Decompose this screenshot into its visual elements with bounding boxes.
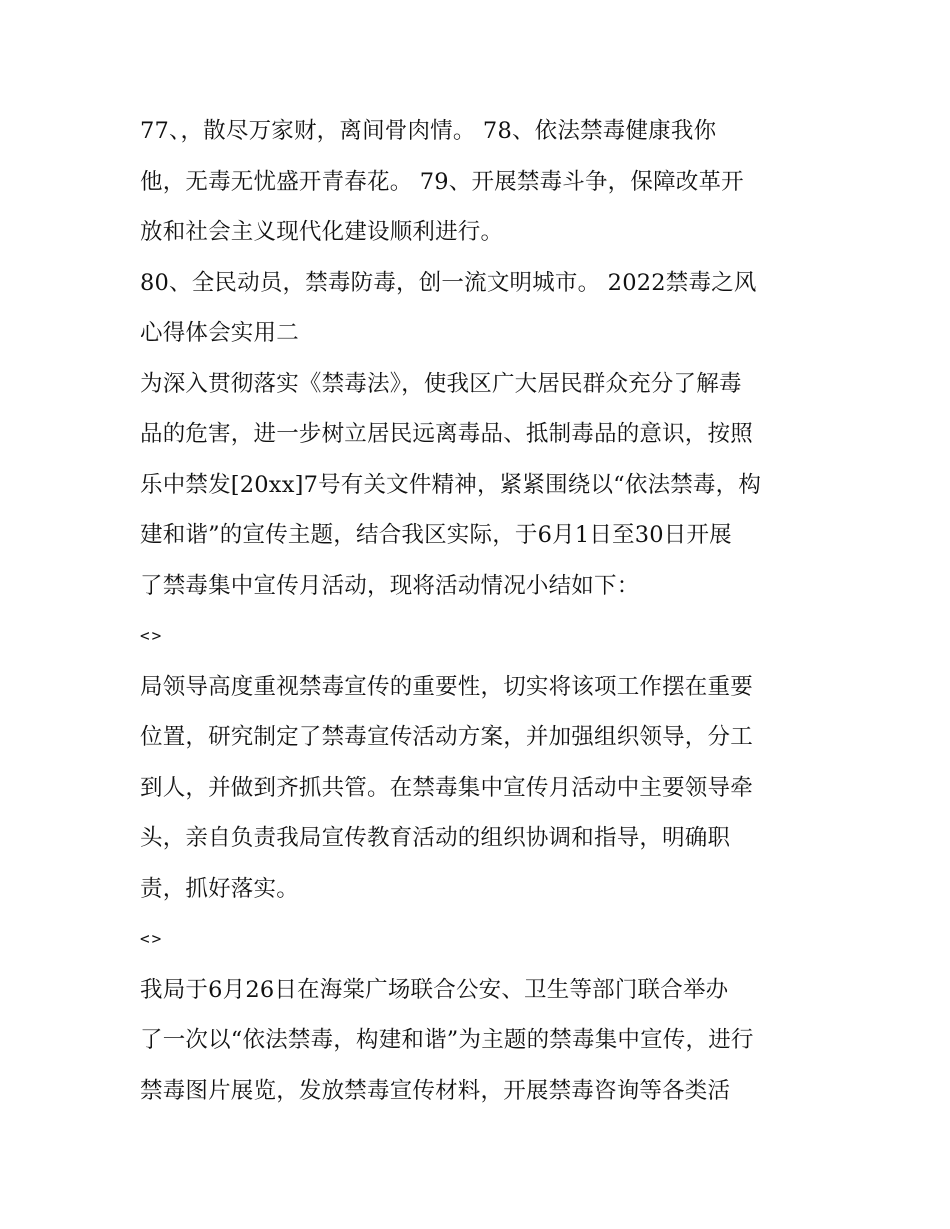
text-line: 80、全民动员，禁毒防毒，创一流文明城市。 2022禁毒之风 [140,269,757,296]
text-line: 了禁毒集中宣传月活动，现将活动情况小结如下： [140,572,640,599]
text-line: 头，亲自负责我局宣传教育活动的组织协调和指导，明确职 [140,825,731,851]
text-line: 放和社会主义现代化建设顺利进行。 [140,219,504,245]
document-body [140,106,820,1116]
section-marker: <> [140,626,164,645]
text-line: 建和谐”的宣传主题，结合我区实际，于6月1日至30日开展 [140,522,732,548]
text-line: 他，无毒无忧盛开青春花。 79、开展禁毒斗争，保障改革开 [140,168,744,195]
text-line: 禁毒图片展览，发放禁毒宣传材料，开展禁毒咨询等各类活 [140,1077,731,1104]
text-line: 责，抓好落实。 [140,875,299,902]
text-line: 为深入贯彻落实《禁毒法》，使我区广大居民群众充分了解毒 [140,370,742,397]
text-line: 品的危害，进一步树立居民远离毒品、抵制毒品的意识，按照 [140,421,753,447]
text-line: 我局于6月26日在海棠广场联合公安、卫生等部门联合举办 [140,976,729,1003]
text-line: 局领导高度重视禁毒宣传的重要性，切实将该项工作摆在重要 [140,673,753,700]
text-line: 了一次以“依法禁毒，构建和谐”为主题的禁毒集中宣传，进行 [140,1027,754,1053]
text-line: 到人，并做到齐抓共管。在禁毒集中宣传月活动中主要领导牵 [140,774,753,801]
text-line: 77、，散尽万家财，离间骨肉情。 78、依法禁毒健康我你 [140,118,717,144]
text-line: 心得体会实用二 [140,320,299,346]
text-line: 乐中禁发[20xx]7号有关文件精神，紧紧围绕以“依法禁毒，构 [140,471,762,498]
section-marker: <> [140,929,164,948]
text-line: 位置，研究制定了禁毒宣传活动方案，并加强组织领导，分工 [140,724,753,750]
